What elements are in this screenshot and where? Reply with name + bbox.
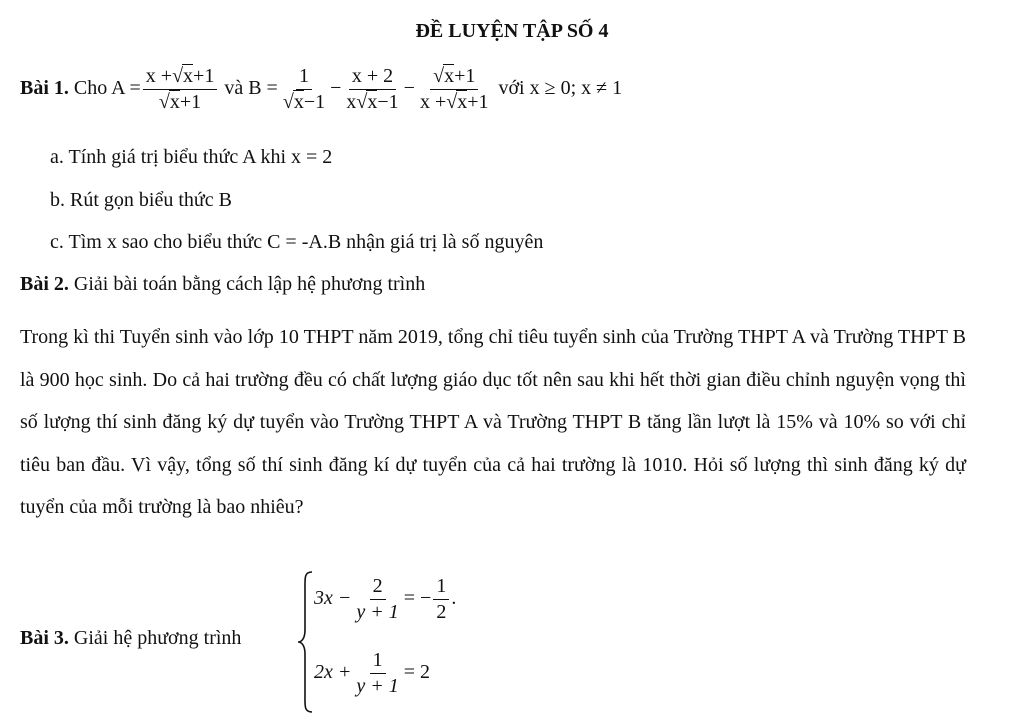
frac-B3-den-rad: x <box>457 91 468 113</box>
eq2-lhs: 2x + <box>314 661 352 684</box>
fraction-B2 <box>343 66 401 113</box>
frac-B2-num: x + 2 <box>349 66 396 90</box>
eq2-frac-den: y + 1 <box>356 675 399 697</box>
expr-A-lhs: A = <box>111 77 141 100</box>
page-title: ĐỀ LUYỆN TẬP SỐ 4 <box>415 20 609 42</box>
eq1-equals: = − <box>403 587 432 610</box>
frac-A-num-rad: x <box>183 65 194 87</box>
eq2-fraction <box>353 650 401 697</box>
bai2-heading-line <box>20 273 425 296</box>
minus-sign: − <box>403 77 415 100</box>
bai1-va: và <box>224 77 244 100</box>
equation-2 <box>314 650 430 697</box>
eq1-rhs-fraction <box>433 576 449 623</box>
sqrt-sign: √ <box>356 91 368 113</box>
frac-B3-num-post: +1 <box>454 65 476 87</box>
fraction-A <box>143 66 218 113</box>
equation-1 <box>314 576 456 623</box>
eq1-rhs-den: 2 <box>436 601 447 623</box>
bai3-heading-line <box>20 627 241 650</box>
sqrt-sign: √ <box>282 91 294 113</box>
frac-A-num-pre: x + <box>145 65 173 87</box>
sqrt-sign: √ <box>158 91 170 113</box>
bai2-label: Bài 2. <box>20 273 69 295</box>
bai1-statement <box>20 66 622 113</box>
minus-sign: − <box>330 77 342 100</box>
frac-B1-den-post: −1 <box>303 91 326 113</box>
eq2-rhs: = 2 <box>403 661 431 684</box>
eq1-fraction <box>353 576 401 623</box>
frac-A-den-post: +1 <box>179 91 202 113</box>
bai1-label: Bài 1. <box>20 77 69 100</box>
frac-B2-den-post: −1 <box>377 91 399 113</box>
frac-B1-num: 1 <box>296 66 312 90</box>
bai1-item-c: c. Tìm x sao cho biểu thức C = -A.B nhận giá trị là số nguyên <box>50 231 544 253</box>
frac-A-num-post: +1 <box>193 65 215 87</box>
frac-B3-num-rad: x <box>444 65 455 87</box>
frac-B1-den-rad: x <box>293 91 304 113</box>
eq1-frac-num: 2 <box>370 576 386 600</box>
frac-B2-den-rad: x <box>367 91 378 113</box>
frac-B2-den-pre: x <box>346 91 357 113</box>
bai2-heading: Giải bài toán bằng cách lập hệ phương trình <box>73 273 426 295</box>
bai1-condition: với x ≥ 0; x ≠ 1 <box>498 77 623 100</box>
bai1-item-b: b. Rút gọn biểu thức B <box>50 189 232 211</box>
frac-A-den-rad: x <box>169 91 180 113</box>
period: . <box>451 587 457 610</box>
sqrt-sign: √ <box>172 65 184 87</box>
curly-brace-icon <box>296 570 316 715</box>
eq2-frac-num: 1 <box>370 650 386 674</box>
frac-B3-den-pre: x + <box>419 91 447 113</box>
eq1-lhs: 3x − <box>314 587 352 610</box>
bai1-cho: Cho <box>73 77 108 100</box>
sqrt-sign: √ <box>446 91 458 113</box>
frac-B3-den-post: +1 <box>467 91 489 113</box>
bai1-item-a: a. Tính giá trị biểu thức A khi x = 2 <box>50 146 333 168</box>
fraction-B3 <box>417 66 492 113</box>
eq1-frac-den: y + 1 <box>356 601 399 623</box>
equation-system <box>296 570 496 715</box>
eq1-rhs-num: 1 <box>433 576 449 600</box>
expr-B-lhs: B = <box>248 77 278 100</box>
sqrt-sign: √ <box>433 65 445 87</box>
bai3-label: Bài 3. <box>20 627 69 649</box>
bai3-heading: Giải hệ phương trình <box>73 627 242 649</box>
fraction-B1 <box>280 66 328 113</box>
bai2-paragraph: Trong kì thi Tuyển sinh vào lớp 10 THPT năm 2019, tổng chỉ tiêu tuyển sinh của Trường THPT A và Trường THPT B là 900 học sinh. Do cả hai trường đều có chất lượng giáo dục tốt nên sau khi hết thời gian điều chỉnh nguyện vọng thì số lượng thí sinh đăng ký dự tuyển vào Trường THPT A và Trường THPT B tăng lần lượt là 15% và 10% so với chỉ tiêu ban đầu. Vì vậy, tổng số thí sinh đăng kí dự tuyển của cả hai trường là 1010. Hỏi số lượng thì sinh đăng ký dự tuyển của mỗi trường là bao nhiêu? <box>20 326 966 518</box>
